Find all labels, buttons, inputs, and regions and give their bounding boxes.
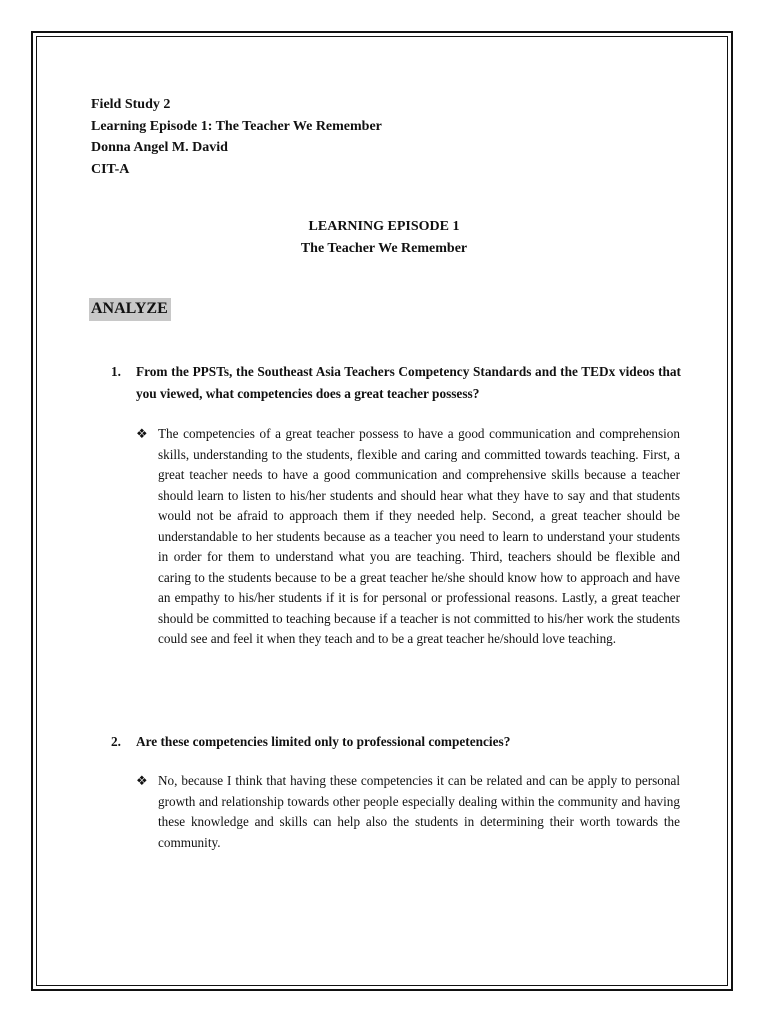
course-title: Field Study 2	[91, 97, 171, 112]
episode-subtitle: The Teacher We Remember	[300, 241, 468, 256]
title-block	[0, 216, 768, 260]
diamond-bullet-icon: ❖	[136, 773, 148, 788]
answer-2	[136, 771, 680, 853]
section-code: CIT-A	[91, 161, 130, 177]
question-1	[111, 361, 681, 404]
episode-heading: LEARNING EPISODE 1	[308, 219, 460, 234]
student-name: Donna Angel M. David	[91, 140, 228, 155]
answer-text: The competencies of a great teacher possess to have a good communication and comprehension skills, understanding to the students, flexible and caring and committed towards teaching. First, a great teacher needs to have a good communication and comprehensive skills because a teacher should learn to listen to his/her students and should hear what they have to say and that students would not be afraid to approach them if they needed help. Second, a great teacher should be understandable to her students because as a teacher you need to learn to understand your students in order for them to understand what you are teaching. Third, teachers should be flexible and caring to the students because to be a great teacher he/she should know how to approach and have an empathy to his/her students if it is for personal or professional reasons. Lastly, a great teacher should be committed to teaching because if a teacher is not committed to his/her work the students could see and feel it when they teach and to be a great teacher he/should love teaching.	[158, 426, 680, 646]
question-text: Are these competencies limited only to professional competencies?	[136, 734, 511, 749]
answer-text: No, because I think that having these competencies it can be related and can be apply to personal growth and relationship towards other people especially dealing within the community and having these knowledge and skills can help also the students in determining their worth towards the community.	[158, 773, 680, 850]
document-header	[91, 94, 382, 180]
section-heading-analyze: ANALYZE	[89, 298, 171, 321]
diamond-bullet-icon: ❖	[136, 426, 148, 441]
episode-title: Learning Episode 1: The Teacher We Remember	[91, 118, 382, 134]
question-number: 2.	[111, 734, 121, 749]
answer-1	[136, 424, 680, 650]
question-2	[111, 731, 681, 753]
question-number: 1.	[111, 364, 121, 379]
question-text: From the PPSTs, the Southeast Asia Teachers Competency Standards and the TEDx videos that you viewed, what competencies does a great teacher possess?	[136, 364, 681, 401]
